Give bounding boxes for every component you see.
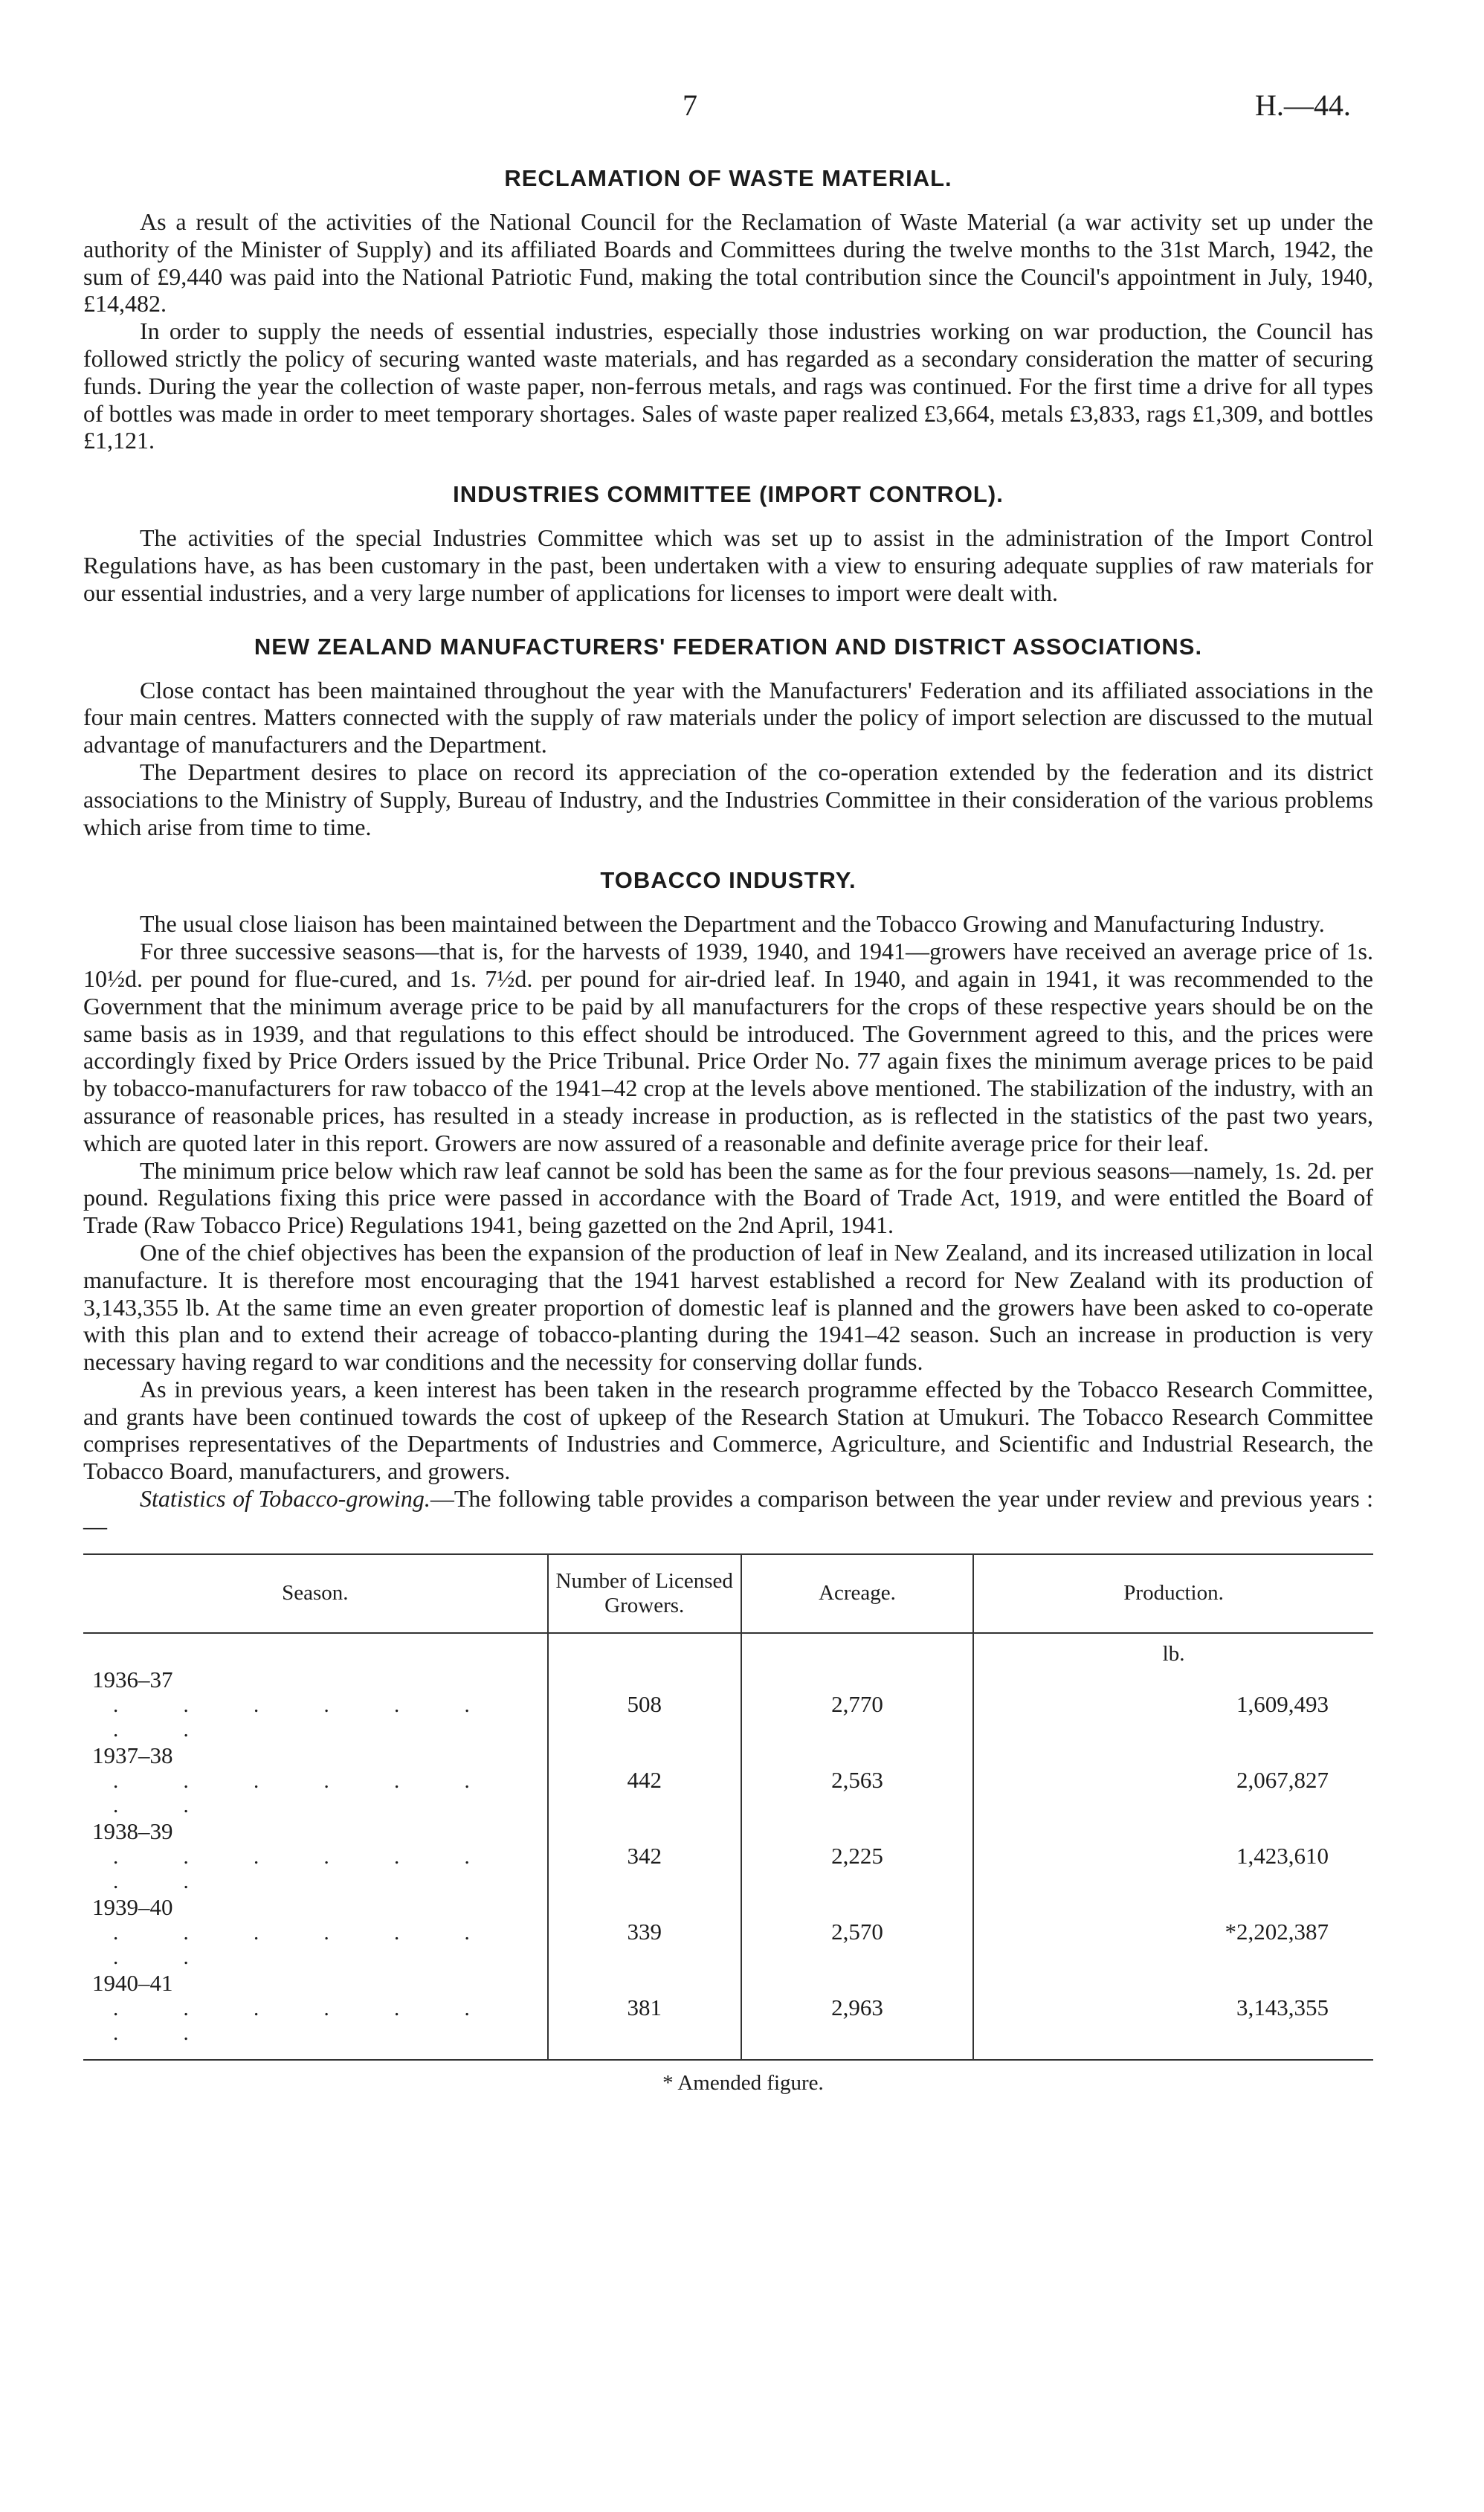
stats-intro-text: —The following table provides a comparison between the year under review and previous years :— bbox=[83, 1485, 1374, 1539]
production-value: 1,609,493 bbox=[973, 1666, 1373, 1742]
section-tobacco-industry bbox=[83, 866, 1373, 2095]
unit-row bbox=[83, 1633, 1373, 1666]
season-label: 1938–39 bbox=[92, 1817, 173, 1844]
paragraph: The Department desires to place on record its appreciation of the co-operation extended by the federation and its district associations to the Ministry of Supply, Bureau of Industry, and the Industries Committee in their consideration of the various problems which arise from time to time. bbox=[83, 758, 1373, 840]
paragraph: One of the chief objectives has been the expansion of the production of leaf in New Zealand, and its increased utilization in local manufacture. It is therefore most encouraging that the 1941 harvest established a record for New Zealand with its production of 3,143,355 lb. At the same time an even greater proportion of domestic leaf is planned and the growers have been asked to co-operate with this plan and to extend their acreage of tobacco-planting during the 1941–42 season. Such an increase in production is very necessary having regard to war conditions and the necessity for conserving dollar funds. bbox=[83, 1238, 1373, 1376]
season-label: 1939–40 bbox=[92, 1893, 173, 1920]
production-unit: lb. bbox=[973, 1633, 1373, 1666]
acreage-value: 2,563 bbox=[741, 1742, 973, 1818]
paragraph: Close contact has been maintained throughout the year with the Manufacturers' Federation and its affiliated associations in the four main centres. Matters connected with the supply of raw materials under the policy of import selection are discussed to the mutual advantage of manufacturers and the Department. bbox=[83, 676, 1373, 759]
leader-dots: . . . . . . . . bbox=[113, 1693, 500, 1742]
header-growers: Number of Licensed Growers. bbox=[548, 1554, 741, 1633]
leader-dots: . . . . . . . . bbox=[113, 1920, 500, 1969]
leader-dots: . . . . . . . . bbox=[113, 1996, 500, 2045]
table-footnote: * Amended figure. bbox=[662, 2070, 824, 2095]
production-value: *2,202,387 bbox=[973, 1894, 1373, 1970]
acreage-value: 2,963 bbox=[741, 1970, 973, 2060]
tobacco-statistics-table bbox=[83, 1553, 1373, 2096]
section-heading: INDUSTRIES COMMITTEE (IMPORT CONTROL). bbox=[453, 481, 1004, 508]
paragraph: As in previous years, a keen interest has been taken in the research programme effected by the Tobacco Research Committee, and grants have been continued towards the cost of upkeep of the Research Station at Umukuri. The Tobacco Research Committee comprises representatives of the Departments of Industries and Commerce, Agriculture, and Scientific and Industrial Research, the Tobacco Board, manufacturers, and growers. bbox=[83, 1375, 1373, 1485]
table-header-row bbox=[83, 1554, 1373, 1633]
section-heading: NEW ZEALAND MANUFACTURERS' FEDERATION AND DISTRICT ASSOCIATIONS. bbox=[254, 633, 1203, 660]
paragraph: In order to supply the needs of essential industries, especially those industries working on war production, the Council has followed strictly the policy of securing wanted waste materials, and has regarded as a secondary consideration the matter of securing funds. During the year the collection of waste paper, non-ferrous metals, and rags was continued. For the first time a drive for all types of bottles was made in order to meet temporary shortages. Sales of waste paper realized £3,664, metals £3,833, rags £1,309, and bottles £1,121. bbox=[83, 318, 1373, 454]
growers-value: 342 bbox=[548, 1818, 741, 1894]
stats-intro-paragraph bbox=[83, 1485, 1373, 1540]
page-number: 7 bbox=[683, 88, 697, 122]
acreage-value: 2,570 bbox=[741, 1894, 973, 1970]
header-production: Production. bbox=[973, 1554, 1373, 1633]
table-row bbox=[83, 1970, 1373, 2060]
paragraph: For three successive seasons—that is, for the harvests of 1939, 1940, and 1941—growers have received an average price of 1s. 10½d. per pound for flue-cured, and 1s. 7½d. per pound for air-dried leaf. In 1940, and again in 1941, it was recommended to the Government that the minimum average price to be paid by all manufacturers for the crops of these respective years should be on the same basis as in 1939, and that regulations to this effect should be introduced. The Government agreed to this, and the prices were accordingly fixed by Price Orders issued by the Price Tribunal. Price Order No. 77 again fixes the minimum average prices to be paid by tobacco-manufacturers for raw tobacco of the 1941–42 crop at the levels above mentioned. The stabilization of the industry, with an assurance of reasonable prices, has resulted in a steady increase in production, as is reflected in the statistics of the past two years, which are quoted later in this report. Growers are now assured of a reasonable and definite average price for their leaf. bbox=[83, 938, 1373, 1156]
section-heading: RECLAMATION OF WASTE MATERIAL. bbox=[504, 165, 952, 191]
section-heading: TOBACCO INDUSTRY. bbox=[600, 867, 856, 894]
paragraph: The activities of the special Industries Committee which was set up to assist in the administration of the Import Control Regulations have, as has been customary in the past, been undertaken with a view to ensuring adequate supplies of raw materials for our essential industries, and a very large number of applications for licenses to import were dealt with. bbox=[83, 524, 1373, 606]
production-value: 1,423,610 bbox=[973, 1818, 1373, 1894]
section-reclamation bbox=[83, 164, 1373, 454]
leader-dots: . . . . . . . . bbox=[113, 1768, 500, 1817]
growers-value: 508 bbox=[548, 1666, 741, 1742]
table-row bbox=[83, 1894, 1373, 1970]
table-row bbox=[83, 1742, 1373, 1818]
leader-dots: . . . . . . . . bbox=[113, 1844, 500, 1893]
page-content bbox=[83, 164, 1373, 2121]
paragraph: As a result of the activities of the National Council for the Reclamation of Waste Material (a war activity set up under the authority of the Minister of Supply) and its affiliated Boards and Committees during the twelve months to the 31st March, 1942, the sum of £9,440 was paid into the National Patriotic Fund, making the total contribution since the Council's appointment in July, 1940, £14,482. bbox=[83, 208, 1373, 318]
growers-value: 339 bbox=[548, 1894, 741, 1970]
table-row bbox=[83, 1666, 1373, 1742]
document-reference: H.—44. bbox=[1255, 88, 1351, 122]
table-row bbox=[83, 1818, 1373, 1894]
growers-value: 442 bbox=[548, 1742, 741, 1818]
header-acreage: Acreage. bbox=[741, 1554, 973, 1633]
header-season: Season. bbox=[83, 1554, 548, 1633]
growers-value: 381 bbox=[548, 1970, 741, 2060]
season-label: 1936–37 bbox=[92, 1666, 173, 1693]
production-value: 3,143,355 bbox=[973, 1970, 1373, 2060]
stats-intro-title: Statistics of Tobacco-growing. bbox=[140, 1485, 430, 1513]
paragraph: The minimum price below which raw leaf cannot be sold has been the same as for the four previous seasons—namely, 1s. 2d. per pound. Regulations fixing this price were passed in accordance with the Board of Trade Act, 1919, and were entitled the Board of Trade (Raw Tobacco Price) Regulations 1941, being gazetted on the 2nd April, 1941. bbox=[83, 1156, 1373, 1239]
section-manufacturers-federation bbox=[83, 632, 1373, 841]
production-value: 2,067,827 bbox=[973, 1742, 1373, 1818]
season-label: 1940–41 bbox=[92, 1969, 173, 1996]
paragraph: The usual close liaison has been maintained between the Department and the Tobacco Growing and Manufacturing Industry. bbox=[140, 910, 1325, 938]
season-label: 1937–38 bbox=[92, 1742, 173, 1768]
acreage-value: 2,225 bbox=[741, 1818, 973, 1894]
section-industries-committee bbox=[83, 480, 1373, 606]
acreage-value: 2,770 bbox=[741, 1666, 973, 1742]
